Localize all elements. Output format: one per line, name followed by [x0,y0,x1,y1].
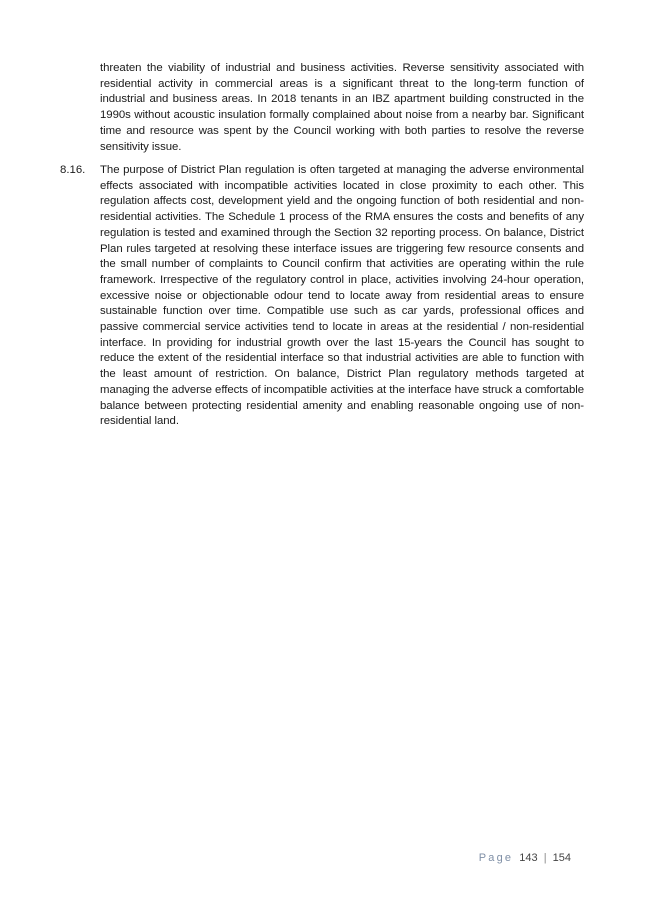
page-separator: | [543,852,547,864]
paragraph-8-16-text: The purpose of District Plan regulation is often targeted at managing the adverse environmental effects associated with incompatible activities located in close proximity to each other. This regulation affects cost, development yield and the ongoing function of both residential and non-residential activities. The Schedule 1 process of the RMA ensures the costs and benefits of any regulation is tested and examined through the Section 32 reporting process. On balance, District Plan rules targeted at resolving these interface issues are triggering few resource consents and the small number of complaints to Council confirm that activities are operating within the rule framework. Irrespective of the regulatory control in place, activities involving 24-hour operation, excessive noise or objectionable odour tend to locate away from residential areas to ensure sustainable function over time. Compatible use such as car yards, professional offices and passive commercial service activities tend to locate in areas at the residential / non-residential interface. In providing for industrial growth over the last 15-years the Council has sought to reduce the extent of the residential interface so that industrial activities are able to function with the least amount of restriction. On balance, District Plan regulatory methods targeted at managing the adverse effects of incompatible activities at the interface have struck a comfortable balance between protecting residential amenity and enabling reasonable ongoing use of non-residential land. [100,164,584,428]
page-label: Page [478,852,514,864]
continued-paragraph: threaten the viability of industrial and business activities. Reverse sensitivity associated with residential activity in commercial areas is a significant threat to the long-term function of industrial and business areas. In 2018 tenants in an IBZ apartment building constructed in the 1990s without acoustic insulation formally complained about noise from a nearby bar. Significant time and resource was spent by the Council working with both parties to resolve the reverse sensitivity issue. [100,62,584,153]
paragraph-number: 8.16. [60,164,86,176]
total-pages-number: 154 [552,852,571,864]
current-page-number: 143 [519,852,538,864]
page-footer [479,852,571,864]
